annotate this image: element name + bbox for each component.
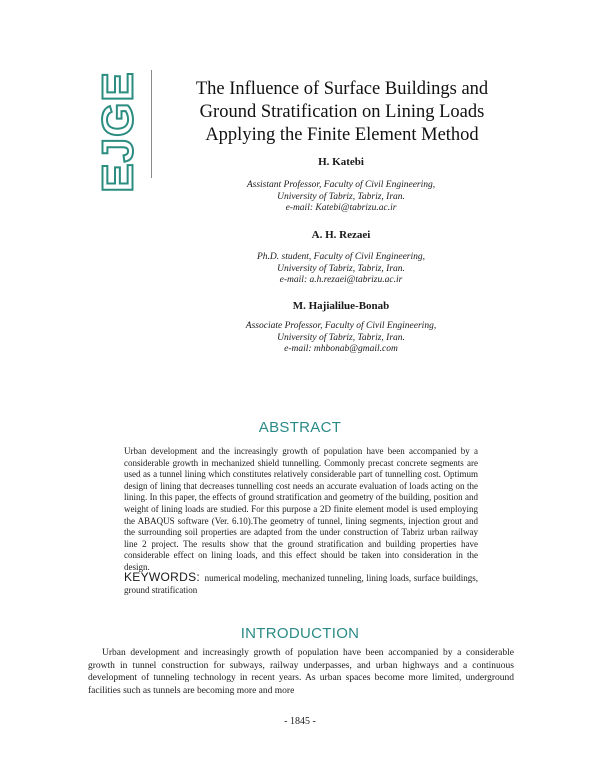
- title-line: The Influence of Surface Buildings and: [195, 79, 489, 99]
- author-affiliation: [150, 252, 532, 287]
- keywords: [124, 571, 478, 596]
- affiliation-line: University of Tabriz, Tabriz, Iran.: [277, 263, 405, 274]
- author-email: e-mail: a.h.rezaei@tabrizu.ac.ir: [279, 275, 403, 285]
- page-number: - 1845 -: [284, 716, 316, 727]
- abstract-body: Urban development and the increasingly growth of population have been accompanied by a considerable growth in mechanized shield tunnelling. Commonly precast concrete segments are used as a tunnel lining which constitutes relatively considerable part of tunnelling cost. Optimum design of lining that decreases tunnelling cost needs an accurate evaluation of loads acting on the lining. In this paper, the effects of ground stratification and geometry of the building, position and weight of lining loads are studied. For this purpose a 2D finite element model is used employing the ABAQUS software (Ver. 6.10).The geometry of tunnel, lining segments, injection grout and the surrounding soil properties are adapted from the under construction of Tabriz urban railway line 2 project. The results show that the ground stratification and building properties have considerable effect on lining loads, and this effect should be taken into consideration in the design.: [124, 446, 478, 572]
- ejge-logo: [96, 72, 142, 192]
- affiliation-line: University of Tabriz, Tabriz, Iran.: [277, 332, 405, 343]
- ejge-logo-text: EJGE: [94, 71, 144, 193]
- author-name: H. Katebi: [318, 156, 364, 168]
- keywords-label: KEYWORDS:: [124, 570, 201, 584]
- affiliation-line: Ph.D. student, Faculty of Civil Engineering,: [256, 252, 426, 262]
- author-affiliation: [150, 321, 532, 356]
- introduction-heading: INTRODUCTION: [240, 625, 360, 642]
- author-affiliation: [150, 180, 532, 215]
- author-email: e-mail: Katebi@tabrizu.ac.ir: [285, 203, 397, 213]
- affiliation-line: Associate Professor, Faculty of Civil Engineering,: [245, 321, 437, 331]
- introduction-body: Urban development and increasingly growth of population have been accompanied by a considerable growth in tunnel construction for subways, railway underpasses, and urban highways and a continuous development of tunneling technology in recent years. As urban spaces become more limited, underground facilities such as tunnels are becoming more and more: [88, 648, 514, 696]
- abstract-heading: ABSTRACT: [258, 419, 342, 436]
- author-email: e-mail: mhbonab@gmail.com: [284, 344, 398, 354]
- affiliation-line: University of Tabriz, Tabriz, Iran.: [277, 191, 405, 202]
- title-line: Ground Stratification on Lining Loads: [199, 102, 485, 122]
- paper-title: [162, 78, 522, 147]
- affiliation-line: Assistant Professor, Faculty of Civil Engineering,: [246, 180, 436, 190]
- author-name: A. H. Rezaei: [311, 229, 371, 241]
- keywords-text: numerical modeling, mechanized tunneling, lining loads, surface buildings, ground stratification: [124, 573, 479, 595]
- author-name: M. Hajialilue-Bonab: [292, 300, 390, 312]
- title-line: Applying the Finite Element Method: [205, 125, 479, 145]
